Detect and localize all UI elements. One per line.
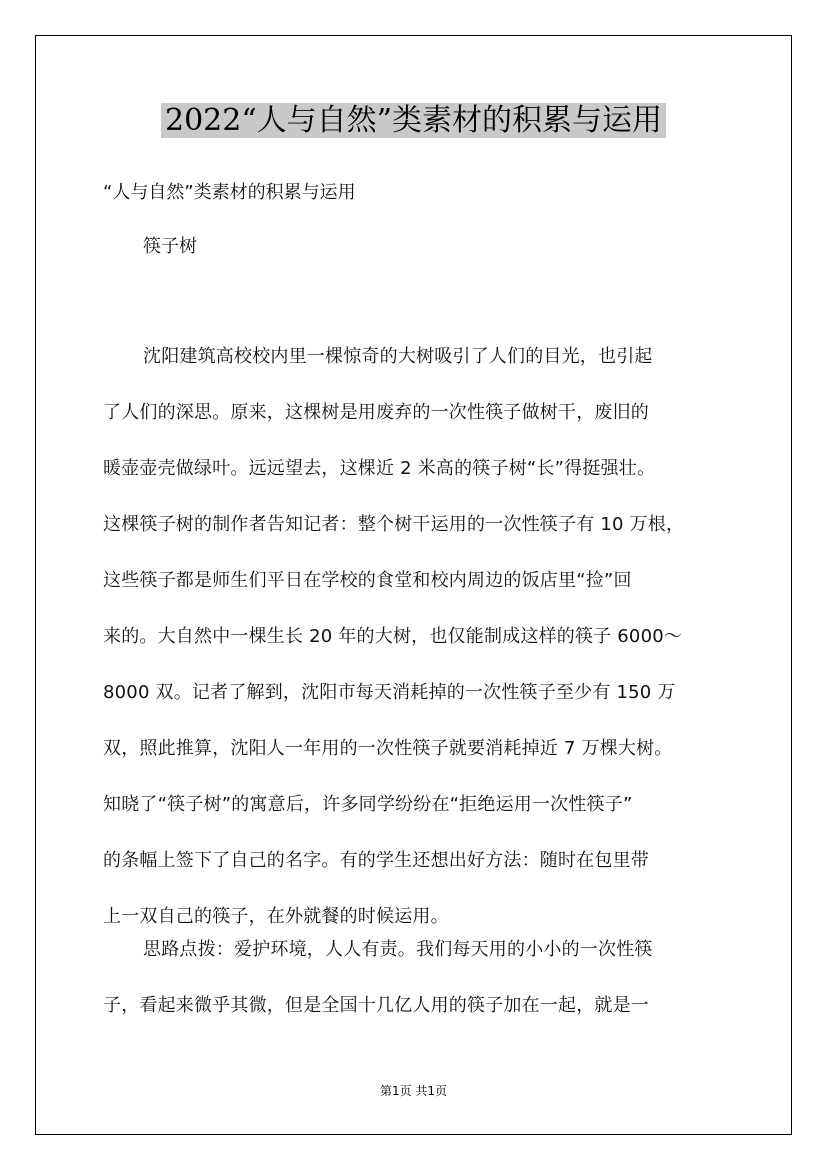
document-title-text: 2022“人与自然”类素材的积累与运用: [161, 103, 666, 138]
paragraph-line: 这些筷子都是师生们平日在学校的食堂和校内周边的饭店里“捡”回: [103, 570, 632, 591]
paragraph-2: [103, 922, 725, 1034]
paragraph-line: 来的。大自然中一棵生长 20 年的大树，也仅能制成这样的筷子 6000～: [103, 626, 683, 647]
paragraph-line: 8000 双。记者了解到，沈阳市每天消耗掉的一次性筷子至少有 150 万: [103, 682, 676, 703]
section-heading: 筷子树: [143, 236, 197, 257]
paragraph-line: 暖壶壶壳做绿叶。远远望去，这棵近 2 米高的筷子树“长”得挺强壮。: [103, 458, 656, 479]
paragraph-line: 知晓了“筷子树”的寓意后，许多同学纷纷在“拒绝运用一次性筷子”: [103, 794, 633, 815]
paragraph-line: 双，照此推算，沈阳人一年用的一次性筷子就要消耗掉近 7 万棵大树。: [103, 738, 673, 759]
paragraph-line: 了人们的深思。原来，这棵树是用废弃的一次性筷子做树干，废旧的: [103, 402, 649, 423]
paragraph-line: 上一双自己的筷子，在外就餐的时候运用。: [103, 906, 449, 927]
paragraph-line: 思路点拨：爱护环境，人人有责。我们每天用的小小的一次性筷: [143, 939, 653, 960]
paragraph-line: 沈阳建筑高校校内里一棵惊奇的大树吸引了人们的目光，也引起: [143, 346, 653, 367]
paragraph-line: 这棵筷子树的制作者告知记者：整个树干运用的一次性筷子有 10 万根，: [103, 514, 685, 535]
document-title: [0, 96, 827, 146]
paragraph-line: 的条幅上签下了自己的名字。有的学生还想出好方法：随时在包里带: [103, 850, 649, 871]
paragraph-line: 子，看起来微乎其微，但是全国十几亿人用的筷子加在一起，就是一: [103, 995, 649, 1016]
page-number-footer: 第1页 共1页: [379, 1084, 448, 1098]
document-subtitle: “人与自然”类素材的积累与运用: [103, 182, 356, 203]
paragraph-1: [103, 329, 725, 945]
